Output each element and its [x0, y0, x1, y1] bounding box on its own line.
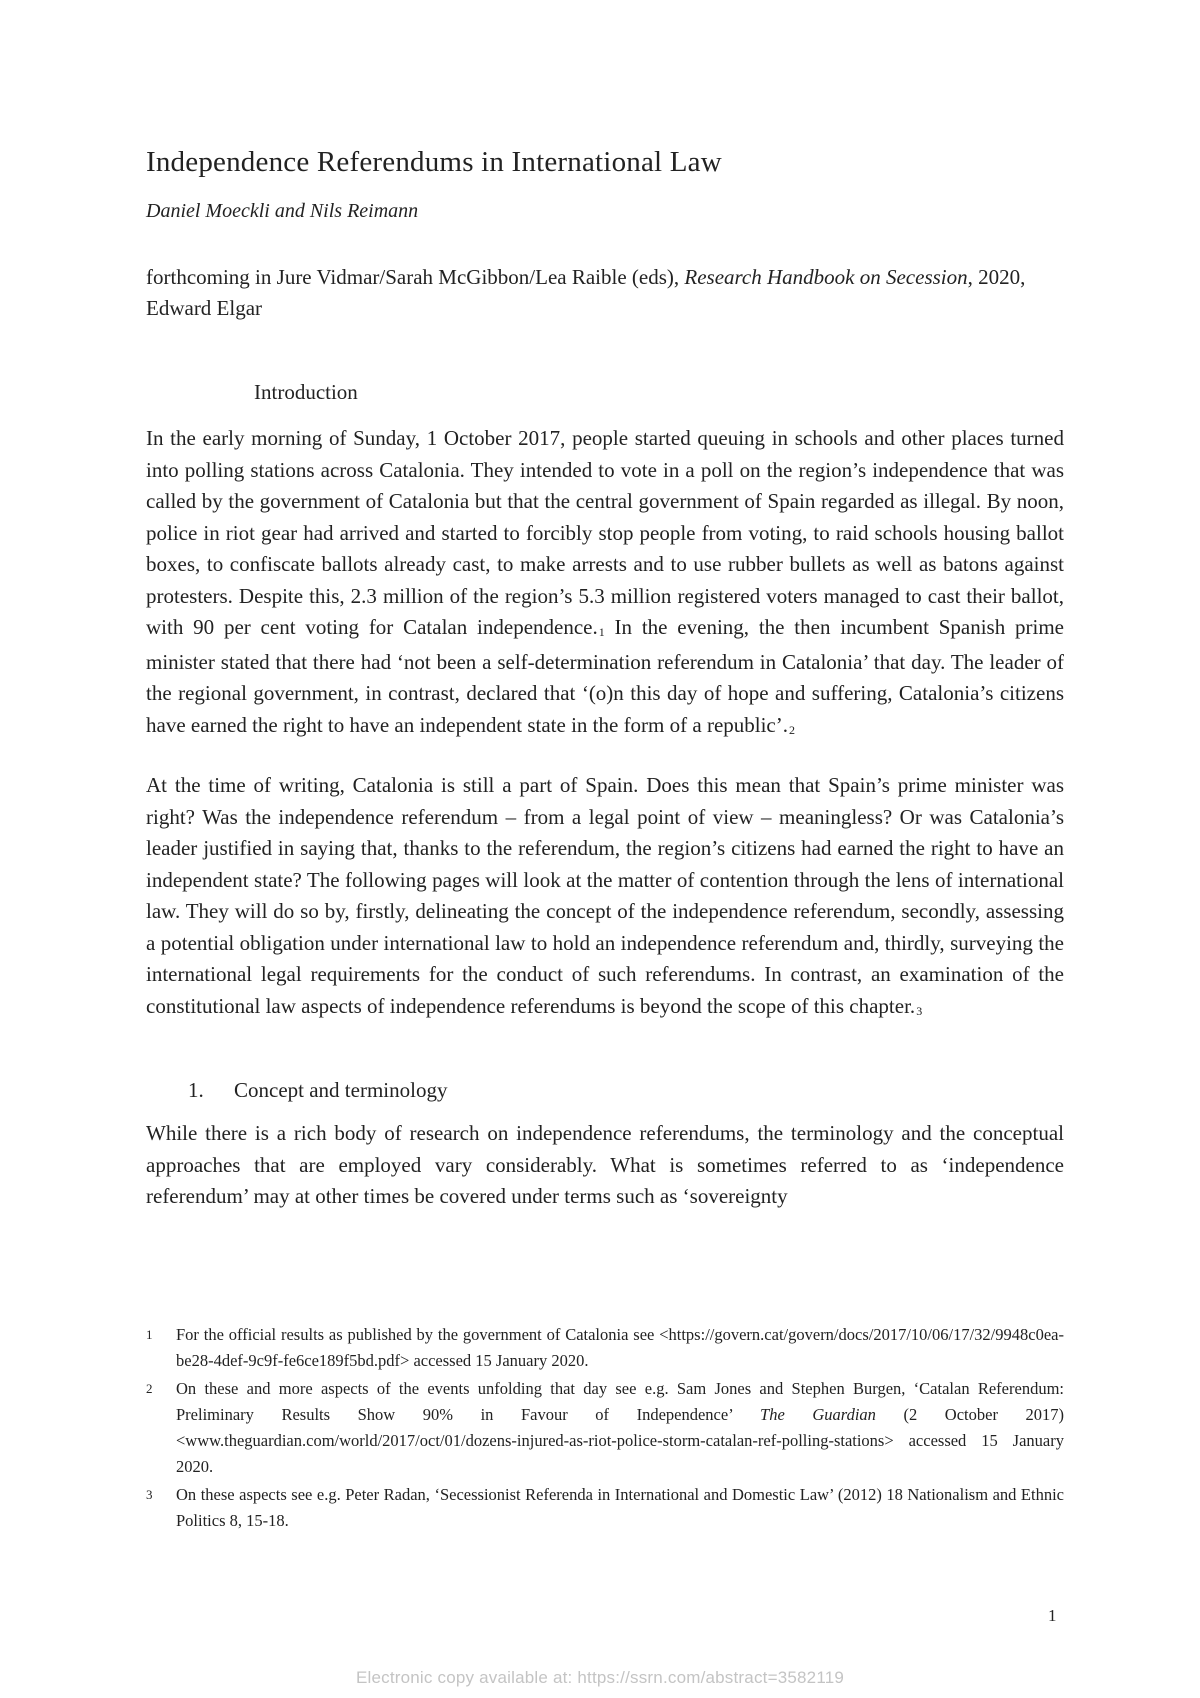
paragraph-intro-1 — [146, 423, 1064, 744]
footnote-2 — [146, 1376, 1064, 1480]
publication-note-prefix: forthcoming in Jure Vidmar/Sarah McGibbon/Lea Raible (eds), — [146, 265, 685, 289]
ssrn-footer-link[interactable]: Electronic copy available at: https://ssrn.com/abstract=3582119 — [355, 1668, 845, 1687]
paragraph-intro-2 — [146, 770, 1064, 1025]
footnote-number: 2 — [146, 1381, 153, 1396]
footnote-text: (2 October 2017) <www.theguardian.com/world/2017/oct/01/dozens-injured-as-riot-police-storm-catalan-ref-polling-stations> accessed 15 January 2020. — [176, 1405, 1064, 1476]
footnote-text: On these and more aspects of the events unfolding that day see e.g. Sam Jones and Stephen Burgen, ‘Catalan Referendum: Preliminary Results Show 90% in Favour of Independence’ — [176, 1379, 1064, 1424]
footnotes — [146, 1322, 1064, 1536]
footnote-1 — [146, 1322, 1064, 1374]
paper-title: Independence Referendums in International Law — [146, 146, 722, 178]
book-title: Research Handbook on Secession — [684, 265, 968, 289]
publication-note-suffix: , 2020, Edward Elgar — [146, 265, 1026, 320]
section-heading-introduction: Introduction — [254, 380, 358, 404]
publication-note — [146, 262, 1064, 324]
footnote-source: The Guardian — [760, 1405, 876, 1424]
footnote-ref-1[interactable]: 1 — [598, 625, 605, 639]
paragraph-text: At the time of writing, Catalonia is still a part of Spain. Does this mean that Spain’s prime minister was right? Was the independence referendum – from a legal point of view – meaningless? Or was Catalonia’s leader justified in saying that, thanks to the referendum, the region’s citizens had earned the right to have an independent state? The following pages will look at the matter of contention through the lens of international law. They will do so by, firstly, delineating the concept of the independence referendum, secondly, assessing a potential obligation under international law to hold an independence referendum and, thirdly, surveying the international legal requirements for the conduct of such referendums. In contrast, an examination of the constitutional law aspects of independence referendums is beyond the scope of this chapter. — [146, 773, 1064, 1018]
paragraph-concept-1: While there is a rich body of research on independence referendums, the terminology and the conceptual approaches that are employed vary considerably. What is sometimes referred to as ‘independence referendum’ may at other times be covered under terms such as ‘sovereignty — [146, 1121, 1064, 1208]
section-heading-concept — [188, 1078, 447, 1103]
footnote-3 — [146, 1482, 1064, 1534]
footnote-text: For the official results as published by the government of Catalonia see <https://govern.cat/govern/docs/2017/10/06/17/32/9948c0ea-be28-4def-9c9f-fe6ce189f5bd.pdf> accessed 15 January 2020. — [176, 1325, 1064, 1370]
footnote-number: 1 — [146, 1327, 153, 1342]
footnote-text: On these aspects see e.g. Peter Radan, ‘Secessionist Referenda in International and Domestic Law’ (2012) 18 Nationalism and Ethnic Politics 8, 15-18. — [176, 1485, 1064, 1530]
section-title: Concept and terminology — [234, 1078, 448, 1102]
footnote-number: 3 — [146, 1487, 153, 1502]
paragraph-text: In the evening, the then incumbent Spanish prime minister stated that there had ‘not been a self-determination referendum in Catalonia’ that day. The leader of the regional government, in contrast, declared that ‘(o)n this day of hope and suffering, Catalonia’s citizens have earned the right to have an independent state in the form of a republic’. — [146, 615, 1065, 737]
paragraph-text: In the early morning of Sunday, 1 October 2017, people started queuing in schools and other places turned into polling stations across Catalonia. They intended to vote in a poll on the region’s independence that was called by the government of Catalonia but that the central government of Spain regarded as illegal. By noon, police in riot gear had arrived and started to forcibly stop people from voting, to raid schools housing ballot boxes, to confiscate ballots already cast, to make arrests and to use rubber bullets as well as batons against protesters. Despite this, 2.3 million of the region’s 5.3 million registered voters managed to cast their ballot, with 90 per cent voting for Catalan independence. — [146, 426, 1064, 639]
page-number: 1 — [1048, 1606, 1057, 1625]
footnote-ref-2[interactable]: 2 — [789, 722, 795, 737]
footnote-ref-3[interactable]: 3 — [916, 1003, 923, 1018]
author-line: Daniel Moeckli and Nils Reimann — [146, 200, 419, 222]
section-number: 1. — [188, 1078, 204, 1102]
